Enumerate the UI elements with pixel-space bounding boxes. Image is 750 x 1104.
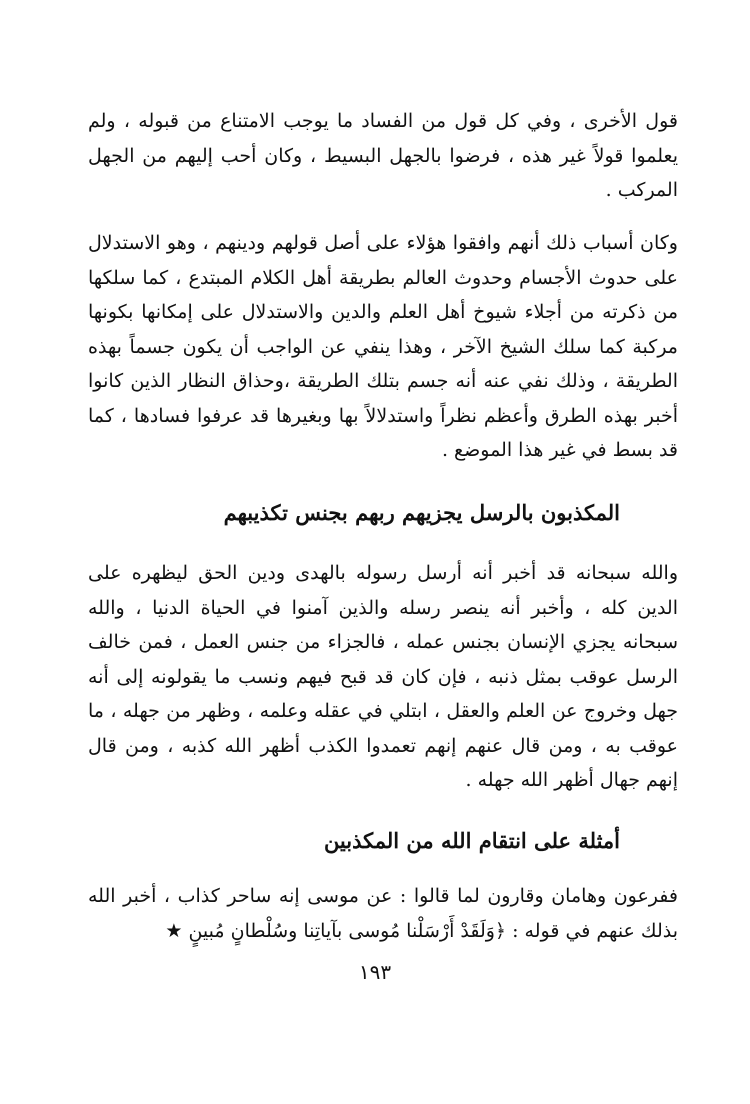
paragraph-2: وكان أسباب ذلك أنهم وافقوا هؤلاء على أصل قولهم ودينهم ، وهو الاستدلال على حدوث الأجسام وحدوث العالم بطريقة أهل الكلام المبتدع ، كما سلكها من ذكرته من أجلاء شيوخ أهل العلم والدين والاستدلال على إمكانها بكونها مركبة كما سلك الشيخ الآخر ، وهذا ينفي عن الواجب أن يكون جسماً بهذه الطريقة ، وذلك نفي عنه أنه جسم بتلك الطريقة ،وحذاق النظار الذين كانوا أخبر بهذه الطرق وأعظم نظراً واستدلالاً بها وبغيرها قد عرفوا فسادها ، كما قد بسط في غير هذا الموضع . [88,232,678,461]
paragraph-1: قول الأخرى ، وفي كل قول من الفساد ما يوجب الامتناع من قبوله ، ولم يعلموا قولاً غير هذه ، فرضوا بالجهل البسيط ، وكان أحب إليهم من الجهل المركب . [88,110,678,201]
section-heading-1: المكذبون بالرسل يجزيهم ربهم بجنس تكذيبهم [223,500,620,525]
page-number: ١٩٣ [358,960,392,984]
section-heading-2: أمثلة على انتقام الله من المكذبين [323,828,620,853]
paragraph-4: ففرعون وهامان وقارون لما قالوا : عن موسى إنه ساحر كذاب ، أخبر الله بذلك عنهم في قوله : ﴿وَلَقَدْ أَرْسَلْنا مُوسى بآياتِنا وسُلْطانٍ مُبينٍ ★ [88,885,678,942]
paragraph-3: والله سبحانه قد أخبر أنه أرسل رسوله بالهدى ودين الحق ليظهره على الدين كله ، وأخبر أنه ينصر رسله والذين آمنوا في الحياة الدنيا ، والله سبحانه يجزي الإنسان بجنس عمله ، فالجزاء من جنس العمل ، فمن خالف الرسل عوقب بمثل ذنبه ، فإن كان قد قبح فيهم ونسب ما يقولونه إلى أنه جهل وخروج عن العلم والعقل ، ابتلي في عقله وعلمه ، وظهر من جهله ، ما عوقب به ، ومن قال عنهم إنهم تعمدوا الكذب أظهر الله كذبه ، ومن قال إنهم جهال أظهر الله جهله . [88,562,678,791]
